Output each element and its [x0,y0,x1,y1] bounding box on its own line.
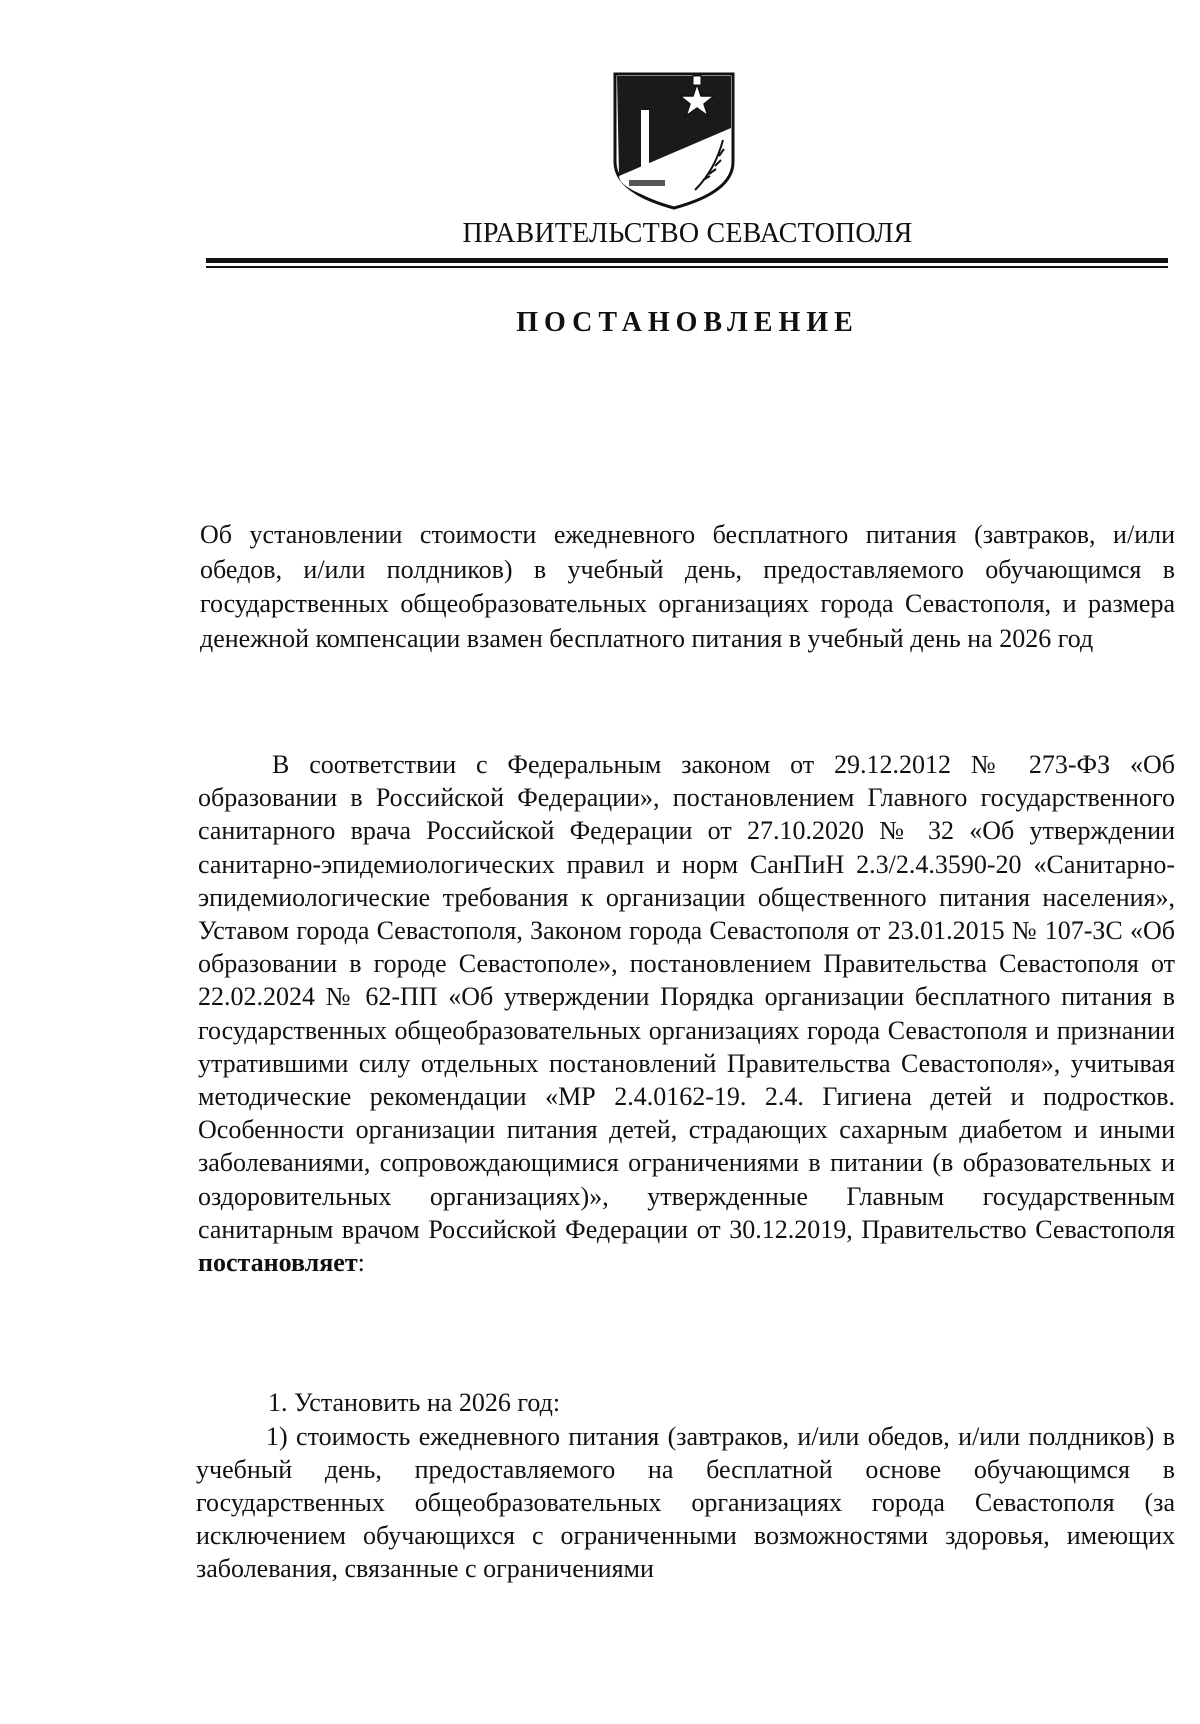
clause-1-subitem-1: 1) стоимость ежедневного питания (завтраков, и/или обедов, и/или полдников) в учебный день, предоставляемого на бесплатной основе обучающимся в государственных общеобразовательных организациях города Севастополя (за исключением обучающихся с ограниченными возможностями здоровья, имеющих заболевания, связанные с ограничениями [196,1422,1175,1583]
preamble-end-punct: : [357,1248,365,1278]
document-type-heading: ПОСТАНОВЛЕНИЕ [516,307,859,338]
header-rule-thin [206,266,1168,268]
preamble-text: В соответствии с Федеральным законом от 29.12.2012 № 273-ФЗ «Об образовании в Российской Федерации», постановлением Главного государственного санитарного врача Российской Федерации от 27.10.2020 № 32 «Об утверждении санитарно-эпидемиологических правил и норм СанПиН 2.3/2.4.3590-20 «Санитарно-эпидемиологические требования к организации общественного питания населения», Уставом города Севастополя, Законом города Севастополя от 23.01.2015 № 107-ЗС «Об образовании в городе Севастополе», постановлением Правительства Севастополя от 22.02.2024 № 62-ПП «Об утверждении Порядка организации бесплатного питания в государственных общеобразовательных организациях города Севастополя и признании утратившими силу отдельных постановлений Правительства Севастополя», учитывая методические рекомендации «МР 2.4.0162-19. 2.4. Гигиена детей и подростков. Особенности организации питания детей, страдающих сахарным диабетом и иными заболеваниями, сопровождающимися ограничениями в питании (в образовательных и оздоровительных организациях)», утвержденные Главным государственным санитарным врачом Российской Федерации от 30.12.2019, Правительство Севастополя [198,750,1175,1244]
government-title: ПРАВИТЕЛЬСТВО СЕВАСТОПОЛЯ [462,218,913,249]
document-subject: Об установлении стоимости ежедневного бесплатного питания (завтраков, и/или обедов, и/или полдников) в учебный день, предоставляемого обучающимся в государственных общеобразовательных организациях города Севастополя, и размера денежной компенсации взамен бесплатного питания в учебный день на 2026 год [200,520,1175,653]
preamble-paragraph [198,748,1175,1279]
header-rule-thick [206,258,1168,263]
decree-word: постановляет [198,1248,358,1278]
sevastopol-coat-of-arms-icon [611,70,737,212]
clause-1: 1. Установить на 2026 год: [268,1388,561,1417]
